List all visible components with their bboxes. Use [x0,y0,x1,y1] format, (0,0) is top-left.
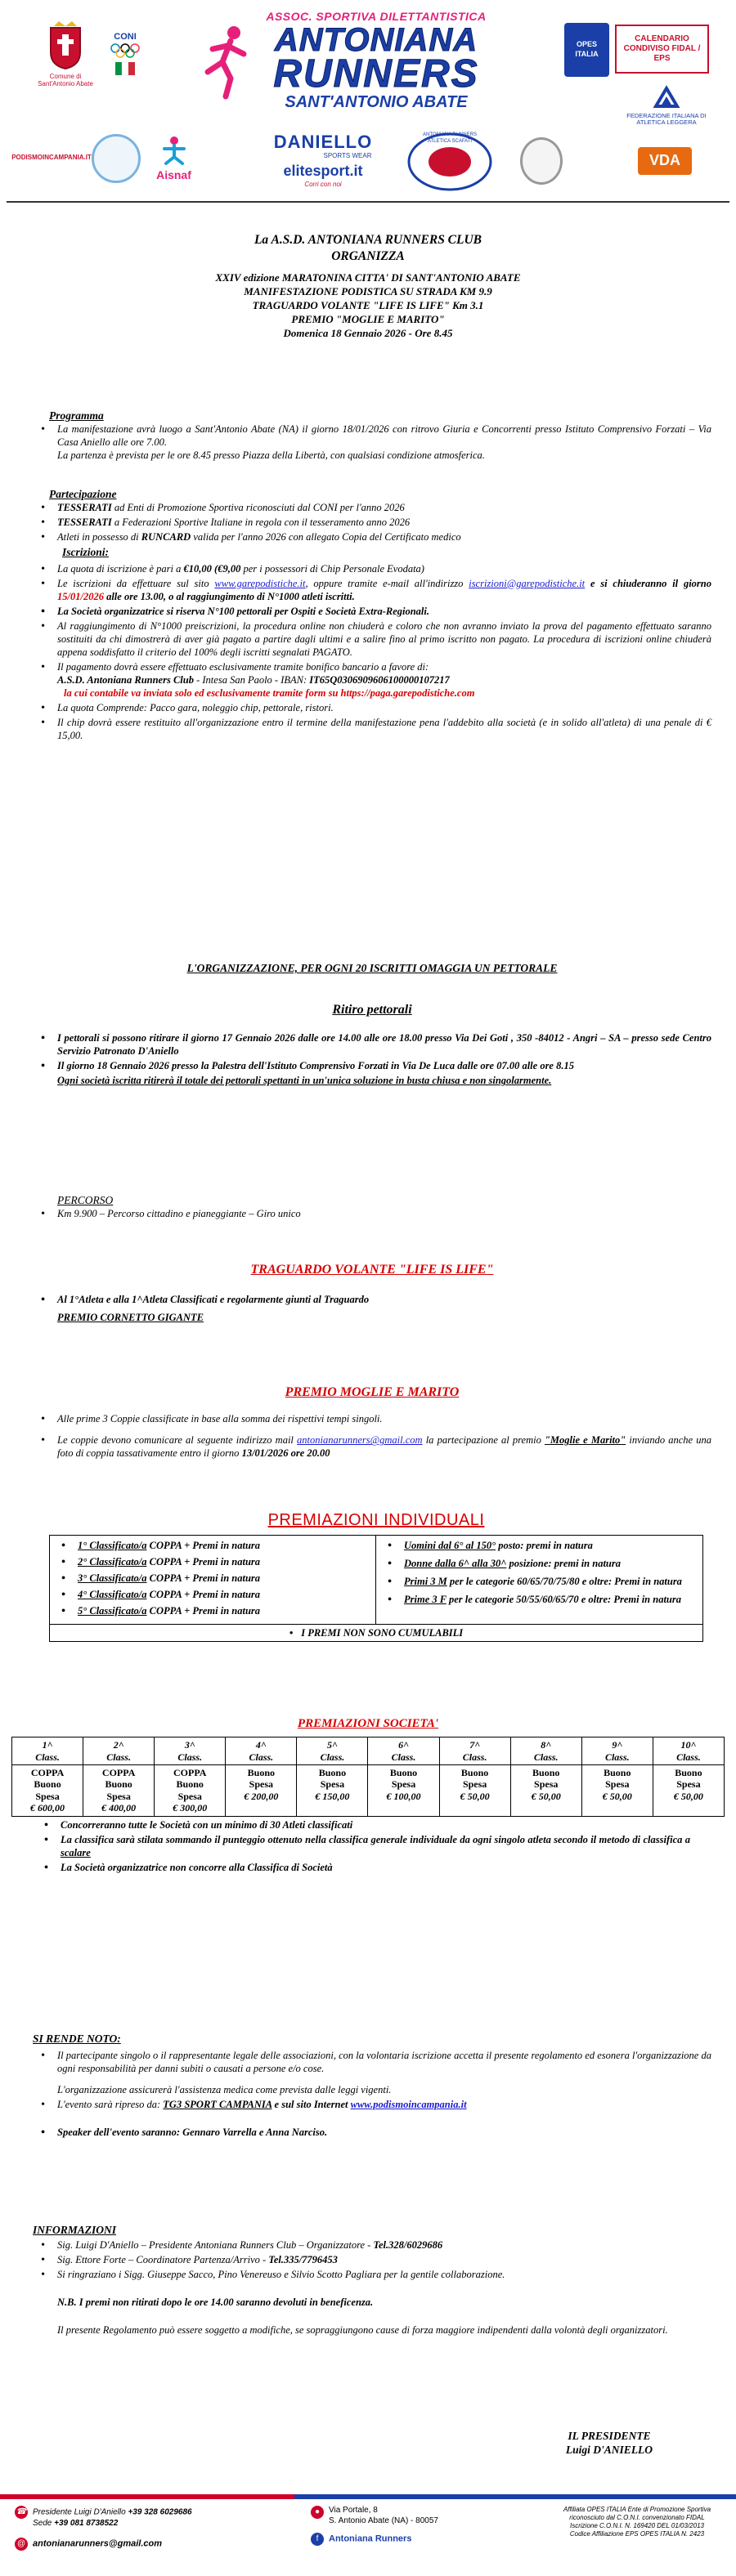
medal-logo [520,137,563,185]
individuali-left [50,1536,376,1624]
elitesport-label: elitesport.it [283,163,363,180]
individuali-right-item: • Prime 3 F per le categorie 50/55/60/65/70 e oltre: Premi in natura [379,1593,698,1606]
iscrizioni-heading: Iscrizioni: [62,546,110,559]
societa-note: • La Società organizzatrice non concorre alla Classifica di Società [36,1861,690,1874]
societa-note: • Concorreranno tutte le Società con un minimo di 30 Atleti classificati [36,1818,690,1831]
fidal-logo [622,85,711,134]
aisnaf-label: Aisnaf [156,168,191,181]
title-line1: La A.S.D. ANTONIANA RUNNERS CLUB [254,233,482,247]
participation-item: • TESSERATI a Federazioni Sportive Italiane in regola con il tesseramento anno 2026 [33,516,711,529]
iscrizioni-item: • Al raggiungimento di N°1000 preiscrizioni, la procedura online non chiuderà e coloro che non avranno inviato la prova del pagamento effettuato saranno sostituiti da chi dimostrerà di aver già pagato a partire dagli ultimi e a salire fino al primo iscritto non pagato. La procedura di iscrizioni online chiuderà appena soddisfatto il criterio del 100% degli iscritti segnalati PAGATO. [33,619,711,659]
opes-logo: OPES ITALIA [564,23,609,77]
societa-position-cell: 2^ Class. [83,1737,155,1765]
info-item: • Sig. Ettore Forte – Coordinatore Partenza/Arrivo - Tel.335/7796453 [33,2253,711,2266]
garepodistiche-link[interactable]: www.garepodistiche.it [214,577,306,589]
daniello-sub: SPORTS WEAR [323,152,372,160]
aisnaf-figure-icon [158,136,191,165]
speaker-item: • Speaker dell'evento saranno: Gennaro Varrella e Anna Narciso. [33,2126,711,2139]
daniello-logo [249,131,397,196]
comune-logo [33,25,98,98]
omaggio-banner: L'ORGANIZZAZIONE, PER OGNI 20 ISCRITTI OMAGGIA UN PETTORALE [186,962,558,974]
noto-item: • Il partecipante singolo o il rappresentante legale delle associazioni, con la volontaria iscrizione accetta il presente regolamento ed esonera l'organizzazione da ogni responsabilità per danni subiti o causati a persone e/o cose. [33,2049,711,2075]
informazioni-heading: INFORMAZIONI [33,2224,117,2236]
paga-form-note: la cui contabile va inviata solo ed esclusivamente tramite form su https://paga.garepodistiche.com [64,686,475,699]
moglie-heading: PREMIO MOGLIE E MARITO [285,1385,460,1399]
iscrizioni-item: • Il chip dovrà essere restituito all'organizzazione entro il termine della manifestazione pena l'addebito alla società (e in solido all'atleta) di una penale di € 15,00. [33,716,711,742]
individuali-heading: PREMIAZIONI INDIVIDUALI [267,1511,485,1529]
atletica-label: ANTONIANA RUNNERS ATLETICA SCAFATI [423,132,477,144]
societa-position-cell: 6^ Class. [368,1737,439,1765]
noto-item: • L'evento sarà ripreso da: TG3 SPORT CAMPANIA e sul sito Internet www.podismoincampania.it [33,2098,711,2111]
noto-section [33,2032,711,2140]
individuali-left-item: • 3° Classificato/a COPPA + Premi in natura [53,1572,370,1585]
individuali-left-item: • 4° Classificato/a COPPA + Premi in natura [53,1588,370,1601]
societa-position-cell: 8^ Class. [510,1737,581,1765]
ritiro-note: Ogni società iscritta ritirerà il totale dei pettorali spettanti in un'unica soluzione in busta chiusa e non singolarmente. [57,1075,552,1087]
individuali-right-item: • Uomini dal 6° al 150° posto: premi in natura [379,1539,698,1552]
societa-prize-cell: COPPA Buono Spesa € 300,00 [155,1764,226,1816]
email-icon: @ [15,2538,28,2551]
informazioni-section [33,2223,711,2337]
moglie-item: • Le coppie devono comunicare al seguente indirizzo mail antonianarunners@gmail.com la partecipazione al premio "Moglie e Marito" inviando anche una foto di coppia tassativamente entro il giorno 13/01/2026 ore 20.00 [33,1433,711,1460]
logo-line2: RUNNERS [273,51,479,96]
vda-logo: VDA [638,147,692,175]
signature-name: Luigi D'ANIELLO [565,2444,653,2457]
footer-pres-tel: +39 328 6029686 [128,2507,192,2517]
individuali-left-item: • 5° Classificato/a COPPA + Premi in natura [53,1604,370,1617]
coni-label: CONI [114,32,137,42]
footer-aff2: riconosciuto dal C.O.N.I. convenzionato FIDAL [569,2514,705,2521]
societa-prize-cell: Buono Spesa € 50,00 [510,1764,581,1816]
footer-social[interactable]: Antoniana Runners [329,2534,412,2544]
aisnaf-logo [147,136,200,185]
antoniana-runners-logo [204,10,548,111]
individuali-left-list [53,1539,370,1617]
ritiro-item: • Il giorno 18 Gennaio 2026 presso la Palestra dell'Istituto Comprensivo Forzati in Via De Luca dalle ore 07.00 alle ore 8.15 [33,1059,711,1072]
logo-line3: SANT'ANTONIO ABATE [285,92,468,111]
iscrizioni-item: • La Società organizzatrice si riserva N°100 pettorali per Ospiti e Società Extra-Regionali. [33,605,711,618]
moglie-item: • Alle prime 3 Coppie classificate in base alla somma dei rispettivi tempi singoli. [33,1412,711,1425]
societa-note: • La classifica sarà stilata sommando il punteggio ottenuto nella classifica generale individuale da ogni singolo atleta secondo il metodo di classifica a scalare [36,1833,690,1859]
individuali-right-item: • Donne dalla 6^ alla 30^ posizione: premi in natura [379,1557,698,1570]
participation-item: • TESSERATI ad Enti di Promozione Sportiva riconosciuti dal CONI per l'anno 2026 [33,501,711,514]
partecipazione-section [33,487,711,744]
societa-prize-row [12,1764,725,1816]
percorso-item: • Km 9.900 – Percorso cittadino e pianeggiante – Giro unico [33,1207,711,1220]
podismo-logo: PODISMOINCAMPANIA.IT [11,153,92,161]
title-line2: ORGANIZZA [331,249,405,264]
percorso-heading: PERCORSO [57,1194,114,1206]
partecipazione-heading: Partecipazione [49,488,117,500]
facebook-icon: f [311,2533,324,2546]
ritiro-item: • I pettorali si possono ritirare il giorno 17 Gennaio 2026 dalle ore 14.00 alle ore 18.00 presso Via Dei Goti , 350 -84012 - Angri – SA – presso sede Centro Servizio Patronato D'Aniello [33,1031,711,1058]
percorso-section [33,1193,711,1222]
coni-logo [105,31,146,88]
title-line6: PREMIO "MOGLIE E MARITO" [291,312,445,325]
comune-label: Comune di Sant'Antonio Abate [38,73,93,87]
footer-sede: Sede [33,2519,52,2528]
iscrizioni-item: • Le iscrizioni da effettuare sul sito www.garepodistiche.it, oppure tramite e-mail all'indirizzo iscrizioni@garepodistiche.it e si chiuderanno il giorno 15/01/2026 alle ore 13.00, o al raggiungimento di N°1000 atleti iscritti. [33,577,711,603]
ritiro-section [33,1002,711,1087]
iscrizioni-item: • La quota di iscrizione è pari a €10,00 (€9,00 per i possessori di Chip Personale Evodata) [33,562,711,575]
fidal-label: FEDERAZIONE ITALIANA DI ATLETICA LEGGERA [626,112,707,127]
footer [0,2494,736,2576]
logo-line1: ANTONIANA [274,21,478,58]
signature-block [548,2429,671,2457]
cornetto-prize: PREMIO CORNETTO GIGANTE [57,1312,204,1324]
location-pin-icon: ● [311,2506,324,2519]
societa-position-cell: 10^ Class. [653,1737,724,1765]
footer-aff1: Affiliata OPES ITALIA Ente di Promozione Sportiva [563,2506,711,2513]
societa-heading: PREMIAZIONI SOCIETA' [297,1717,439,1730]
individuali-box [49,1535,703,1625]
antoniana-email-link[interactable]: antonianarunners@gmail.com [297,1434,423,1447]
title-line3: XXIV edizione MARATONINA CITTA' DI SANT'ANTONIO ABATE [215,271,521,284]
programma-section [33,409,711,463]
societa-prize-cell: Buono Spesa € 50,00 [653,1764,724,1816]
info-item: • Si ringraziano i Sigg. Giuseppe Sacco, Pino Venereuso e Silvio Scotto Pagliara per la gentile collaborazione. [33,2268,711,2281]
societa-position-cell: 5^ Class. [297,1737,368,1765]
societa-position-cell: 1^ Class. [12,1737,83,1765]
societa-position-cell: 4^ Class. [226,1737,297,1765]
title-line5: TRAGUARDO VOLANTE "LIFE IS LIFE" Km 3.1 [252,299,484,312]
footer-aff4: Codice Affiliazione EPS OPES ITALIA N. 2423 [569,2530,705,2538]
footer-via1: Via Portale, 8 [329,2506,378,2515]
title-line4: MANIFESTAZIONE PODISTICA SU STRADA KM 9.9 [244,285,492,298]
societa-prize-cell: Buono Spesa € 150,00 [297,1764,368,1816]
info-item: • Sig. Luigi D'Aniello – Presidente Antoniana Runners Club – Organizzatore - Tel.328/6029686 [33,2238,711,2252]
comune-shield-icon [47,25,83,70]
footer-contacts [15,2506,358,2551]
modifiche-note: Il presente Regolamento può essere soggetto a modifiche, se sopraggiungono cause di forza maggiore indipendenti dalla volontà degli organizzatori. [57,2324,668,2337]
noto-heading: SI RENDE NOTO: [33,2033,121,2045]
societa-prize-cell: Buono Spesa € 50,00 [439,1764,510,1816]
fidal-mark-icon [653,85,680,110]
circle-logo-1 [92,134,141,183]
runner-silhouette-icon [198,25,255,98]
individuali-right [376,1536,702,1624]
traguardo-heading: TRAGUARDO VOLANTE "LIFE IS LIFE" [250,1263,494,1277]
individuali-left-item: • 1° Classificato/a COPPA + Premi in natura [53,1539,370,1552]
header-rule [7,201,729,203]
iscrizioni-item: • La quota Comprende: Pacco gara, noleggio chip, pettorale, ristori. [33,701,711,714]
title-block [82,232,654,341]
societa-section [11,1716,725,1876]
iscrizioni-item: • Il pagamento dovrà essere effettuato esclusivamente tramite bonifico bancario a favore di: A.S.D. Antoniana Runners Club - Intesa San Paolo - IBAN: IT65Q0306909606100000107217 la cui contabile va inviata solo ed esclusivamente tramite form su https://paga.garepodistiche.com [33,660,711,700]
societa-position-cell: 3^ Class. [155,1737,226,1765]
assoc-line: ASSOC. SPORTIVA DILETTANTISTICA [266,10,487,23]
atletica-logo [405,129,495,195]
footer-affiliation [546,2506,728,2538]
cumulabili-note: I PREMI NON SONO CUMULABILI [301,1626,464,1639]
nb-note: N.B. I premi non ritirati dopo le ore 14.00 saranno devoluti in beneficenza. [57,2296,374,2309]
societa-prize-cell: COPPA Buono Spesa € 600,00 [12,1764,83,1816]
societa-prize-cell: Buono Spesa € 50,00 [581,1764,653,1816]
cumulabili-row: • I PREMI NON SONO CUMULABILI [49,1625,703,1642]
moglie-section [33,1384,711,1461]
noto-medical: L'organizzazione assicurerà l'assistenza medica come prevista dalle leggi vigenti. [57,2084,392,2096]
title-line7: Domenica 18 Gennaio 2026 - Ore 8.45 [283,326,453,339]
footer-email[interactable]: antonianarunners@gmail.com [33,2538,163,2549]
societa-position-cell: 7^ Class. [439,1737,510,1765]
societa-notes [36,1818,690,1874]
participation-item: • Atleti in possesso di RUNCARD valida per l'anno 2026 con allegato Copia del Certificato medico [33,530,711,543]
individuali-section [49,1510,703,1642]
programma-heading: Programma [49,409,104,422]
footer-address [311,2506,507,2546]
olympic-rings-icon [109,42,141,59]
footer-sede-tel: +39 081 8738522 [54,2519,119,2528]
traguardo-item: • Al 1°Atleta e alla 1^Atleta Classificati e regolarmente giunti al Traguardo [33,1293,711,1306]
phone-icon: ☎ [15,2506,28,2519]
calendario-badge: CALENDARIO CONDIVISO FIDAL / EPS [615,25,709,74]
podismo-link[interactable]: www.podismoincampania.it [350,2099,467,2111]
societa-position-cell: 9^ Class. [581,1737,653,1765]
elitesport-sub: Corri con noi [304,181,342,189]
individuali-left-item: • 2° Classificato/a COPPA + Premi in natura [53,1555,370,1568]
footer-wave [0,2494,736,2499]
ritiro-heading: Ritiro pettorali [332,1003,412,1017]
programma-item: • La manifestazione avrà luogo a Sant'Antonio Abate (NA) il giorno 18/01/2026 con ritrovo Giuria e Concorrenti presso Istituto Comprensivo Forzati – Via Casa Aniello alle ore 7.00. La partenza è prevista per le ore 8.45 presso Piazza della Libertà, con qualsiasi condizione atmosferica. [33,423,711,462]
societa-prize-cell: Buono Spesa € 200,00 [226,1764,297,1816]
individuali-right-item: • Primi 3 M per le categorie 60/65/70/75/80 e oltre: Premi in natura [379,1575,698,1588]
daniello-label: DANIELLO [273,132,373,152]
footer-via2: S. Antonio Abate (NA) - 80057 [329,2516,438,2525]
iscrizioni-email-link[interactable]: iscrizioni@garepodistiche.it [469,577,586,589]
societa-prize-cell: Buono Spesa € 100,00 [368,1764,439,1816]
traguardo-section [33,1262,711,1324]
signature-title: IL PRESIDENTE [568,2430,651,2442]
italy-flag-icon [115,62,135,75]
societa-table [11,1737,725,1816]
societa-prize-cell: COPPA Buono Spesa € 400,00 [83,1764,155,1816]
footer-aff3: Iscrizione C.O.N.I. N. 169420 DEL 01/03/2013 [570,2522,704,2529]
societa-header-row [12,1737,725,1765]
footer-pres: Presidente Luigi D'Aniello [33,2507,126,2517]
